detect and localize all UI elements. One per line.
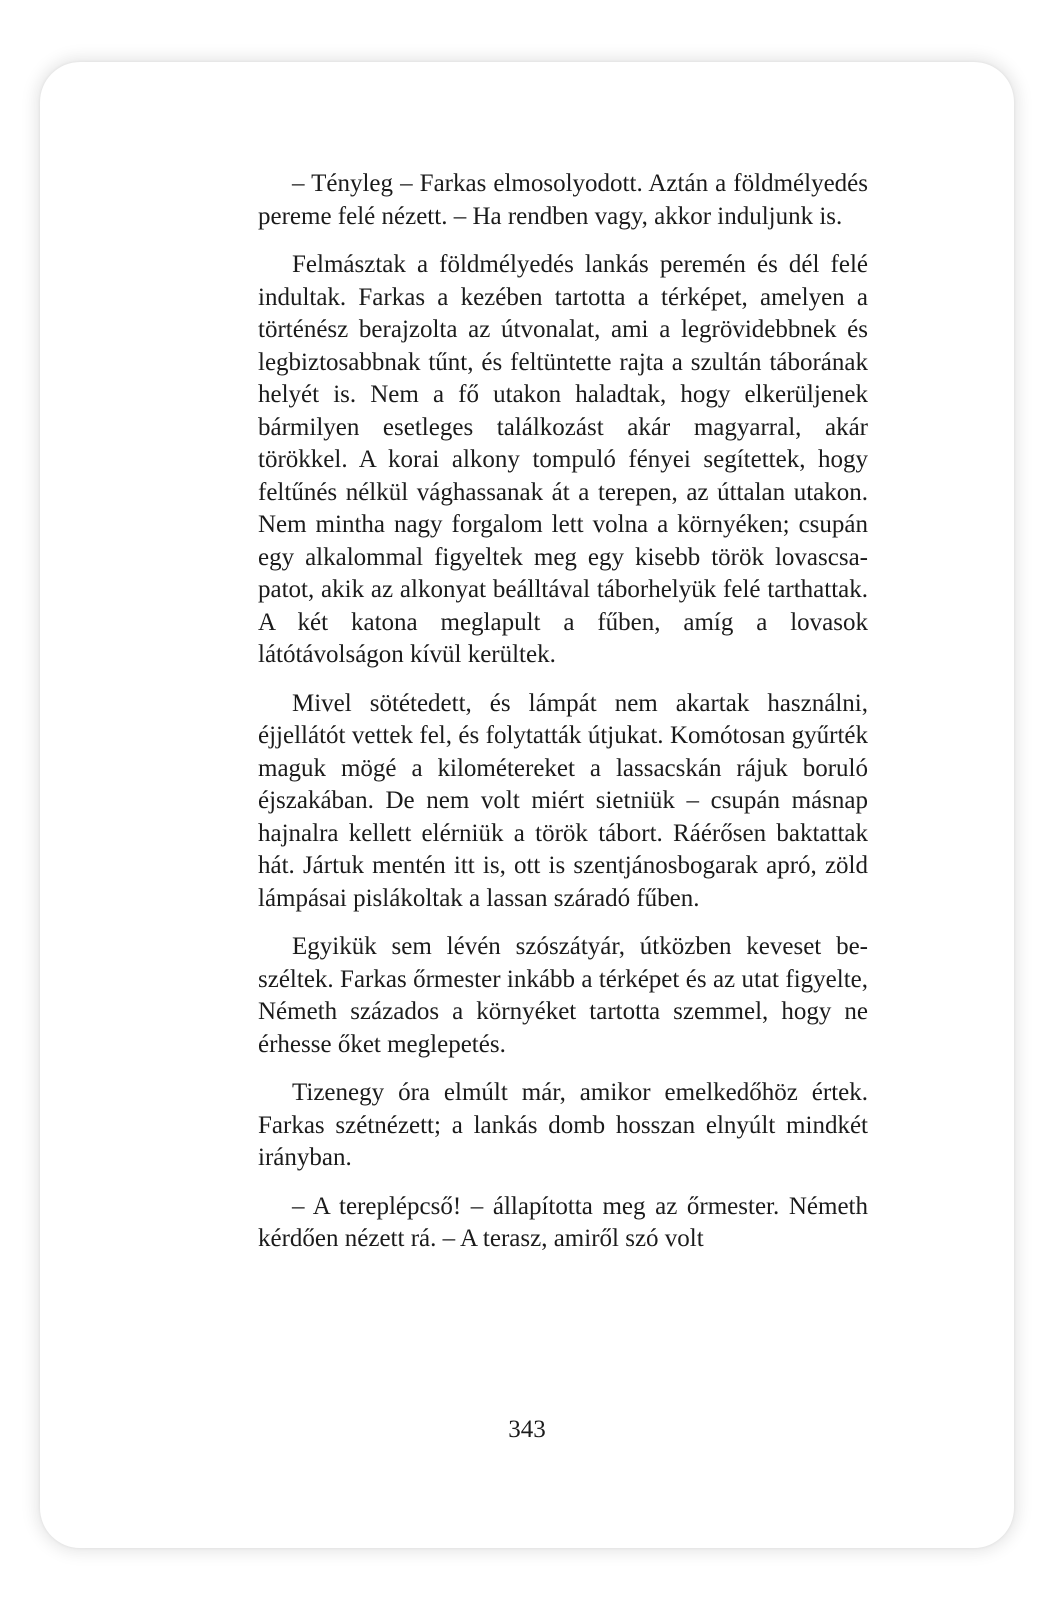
paragraph: – A tereplépcső! – állapította meg az őrmester. Németh kérdően nézett rá. – A terasz, amiről szó volt	[258, 1192, 868, 1252]
paragraph: – Tényleg – Farkas elmosolyodott. Aztán a földmélyedés pereme felé nézett. – Ha rendben vagy, akkor induljunk is.	[258, 170, 868, 230]
paragraph: Felmásztak a földmélyedés lankás peremén és dél felé indultak. Farkas a kezében tartotta a térképet, amelyen a történész berajzolta az útvonalat, ami a legrövidebbnek és legbiztosabbnak tűnt, és feltüntette rajta a szultán táborának helyét is. Nem a fő utakon haladtak, hogy elkerüljenek bármilyen esetleges találkozást akár magyarral, akár törökkel. A korai alkony tompuló fényei segítettek, hogy feltűnés nélkül vághassanak át a terepen, az úttalan utakon. Nem mintha nagy forgalom lett volna a környéken; csupán egy alkalommal figyeltek meg egy kisebb török lovascsapatot, akik az alkonyat beálltával táborhelyük felé tarthattak. A két katona meglapult a fűben, amíg a lovasok látótávolságon kívül kerültek.	[258, 251, 868, 668]
page-number: 343	[508, 1416, 546, 1443]
book-page	[40, 62, 1014, 1548]
paragraph: Tizenegy óra elmúlt már, amikor emelkedőhöz értek. Farkas szétnézett; a lankás domb hosszan elnyúlt mindkét irányban.	[258, 1079, 868, 1171]
paragraph: Egyikük sem lévén szószátyár, útközben keveset beszéltek. Farkas őrmester inkább a térképet és az utat figyelte, Németh százados a környéket tartotta szemmel, hogy ne érhesse őket meglepetés.	[258, 933, 868, 1058]
body-text	[258, 168, 868, 1272]
paragraph: Mivel sötétedett, és lámpát nem akartak használni, éjjellátót vettek fel, és folytatták útjukat. Komótosan gyűrték maguk mögé a kilométereket a lassacskán rájuk boruló éjszakában. De nem volt miért sietniük – csupán másnap hajnalra kellett elérniük a török tábort. Ráérősen baktattak hát. Jártuk mentén itt is, ott is szentjánosbogarak apró, zöld lámpásai pislákoltak a lassan száradó fűben.	[258, 689, 868, 912]
